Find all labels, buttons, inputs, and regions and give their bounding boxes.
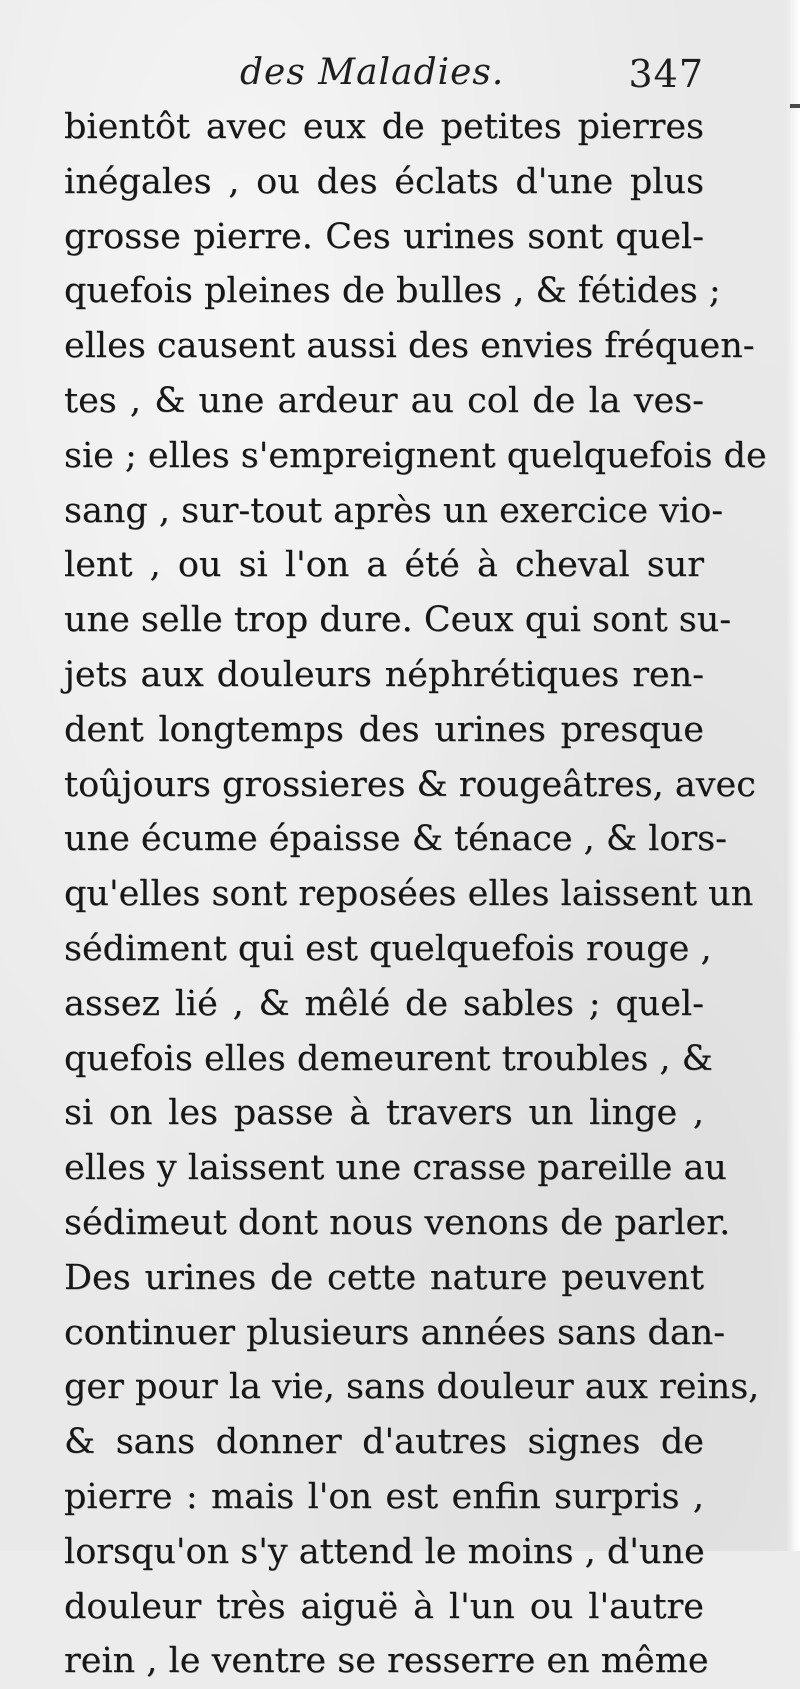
text-line: dent longtemps des urines presque <box>64 709 704 750</box>
text-line: sédimeut dont nous venons de parler. <box>64 1202 731 1243</box>
text-line: sang , sur-tout après un exercice vio- <box>64 490 724 531</box>
text-line: tes , & une ardeur au col de la ves- <box>64 380 704 421</box>
text-line: pierre : mais l'on est enfin surpris , <box>64 1476 704 1517</box>
text-line: sie ; elles s'empreignent quelquefois de <box>64 435 767 476</box>
body-text <box>64 100 767 1689</box>
text-line: jets aux douleurs néphrétiques ren- <box>64 654 704 695</box>
edge-mark <box>790 104 800 108</box>
text-line: assez lié , & mêlé de sables ; quel- <box>64 983 704 1024</box>
text-line: Des urines de cette nature peuvent <box>64 1257 704 1298</box>
text-line: lent , ou si l'on a été à cheval sur <box>64 545 704 586</box>
text-line: toûjours grossieres & rougeâtres, avec <box>64 764 756 805</box>
text-line: bientôt avec eux de petites pierres <box>64 107 704 147</box>
text-line: quefois pleines de bulles , & fétides ; <box>64 271 721 312</box>
text-line: elles causent aussi des envies fréquen- <box>64 326 755 367</box>
text-line: inégales , ou des éclats d'une plus <box>64 161 704 202</box>
text-line: si on les passe à travers un linge , <box>64 1093 704 1134</box>
page-edge <box>786 0 800 1551</box>
text-line: qu'elles sont reposées elles laissent un <box>64 874 754 915</box>
text-line: une écume épaisse & ténace , & lors- <box>64 819 727 860</box>
text-line: ger pour la vie, sans douleur aux reins, <box>64 1367 760 1408</box>
text-line: rein , le ventre se resserre en même <box>64 1641 709 1682</box>
text-line: elles y laissent une crasse pareille au <box>64 1148 727 1189</box>
text-line: continuer plusieurs années sans dan- <box>64 1312 726 1353</box>
text-line: une selle trop dure. Ceux qui sont su- <box>64 600 732 641</box>
text-line: douleur très aiguë à l'un ou l'autre <box>64 1586 704 1627</box>
text-line: sédiment qui est quelquefois rouge , <box>64 928 712 969</box>
text-line: & sans donner d'autres signes de <box>64 1422 704 1463</box>
running-title: des Maladies. <box>240 52 505 93</box>
text-line: quefois elles demeurent troubles , & <box>64 1038 713 1079</box>
text-line: grosse pierre. Ces urines sont quel- <box>64 216 704 257</box>
page-number: 347 <box>628 52 704 96</box>
text-line: lorsqu'on s'y attend le moins , d'une <box>64 1531 705 1572</box>
